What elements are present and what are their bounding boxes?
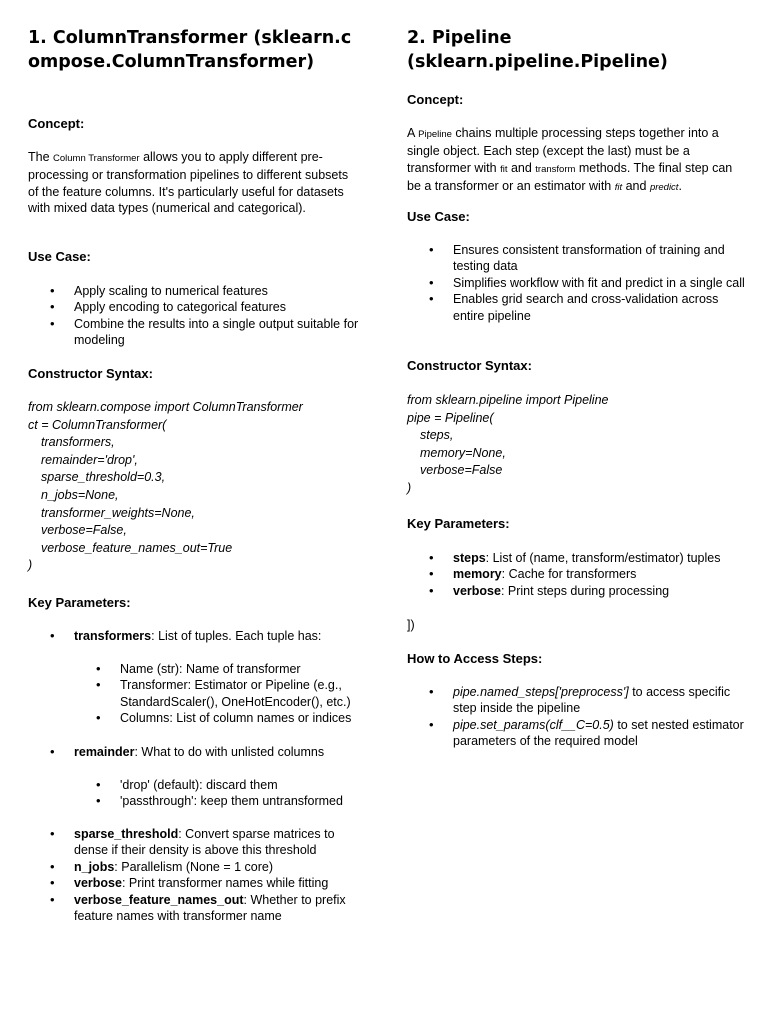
list-item: • remainder: What to do with unlisted columns [28,744,363,760]
ct-other-params [28,826,363,924]
code-line: verbose=False [420,463,503,478]
list-item: • Ensures consistent transformation of training and testing data [407,242,747,275]
code-line: ) [407,480,412,495]
pipe-use-case-list [407,242,747,324]
code-line: from sklearn.pipeline import Pipeline [407,393,609,407]
pipe-access-label: How to Access Steps: [407,651,543,666]
ct-param-remainder [28,744,363,760]
pipe-params-list [407,550,747,599]
code-line: verbose_feature_names_out=True [41,540,233,555]
ct-use-case-list [28,283,363,349]
list-item: • Simplifies workflow with fit and predict in a single call [407,275,747,291]
pipe-syntax-code [407,392,747,498]
list-item: • sparse_threshold: Convert sparse matrices to dense if their density is above this threshold [28,826,363,859]
list-item: • n_jobs: Parallelism (None = 1 core) [28,859,363,875]
list-item: • Combine the results into a single output suitable for modeling [28,316,363,349]
pipe-access-list [407,684,747,750]
list-item: • Columns: List of column names or indices [28,710,363,726]
list-item: • verbose_feature_names_out: Whether to prefix feature names with transformer name [28,892,363,925]
code-line: sparse_threshold=0.3, [41,470,166,485]
list-item: • pipe.named_steps['preprocess'] to access specific step inside the pipeline [407,684,747,717]
ct-syntax-code [28,399,363,575]
ct-remainder-sublist [28,777,363,810]
list-item: • Apply encoding to categorical features [28,299,363,315]
list-item: • Transformer: Estimator or Pipeline (e.g., StandardScaler(), OneHotEncoder(), etc.) [28,677,363,710]
list-item: • Apply scaling to numerical features [28,283,363,299]
list-item: • pipe.set_params(clf__C=0.5) to set nested estimator parameters of the required model [407,717,747,750]
stray-bracket-text: ]) [407,618,415,632]
code-line: steps, [420,428,454,443]
list-item: • transformers: List of tuples. Each tuple has: [28,628,363,644]
ct-concept-label: Concept: [28,116,85,131]
list-item: • verbose: Print steps during processing [407,583,747,599]
code-line: transformer_weights=None, [41,505,195,520]
ct-params-label: Key Parameters: [28,595,131,610]
pipe-concept-text: A Pipeline chains multiple processing steps together into a single object. Each step (except the last) must be a transformer with fit and transform methods. The final step can be a transformer or an estimator with fit and predict. [407,126,733,194]
list-item: • Enables grid search and cross-validation across entire pipeline [407,291,747,324]
ct-inline-code: Column Transformer [53,153,140,164]
list-item: • steps: List of (name, transform/estimator) tuples [407,550,747,566]
pipeline-title: 2. Pipeline (sklearn.pipeline.Pipeline) [407,28,668,72]
list-item: • 'drop' (default): discard them [28,777,363,793]
code-line: remainder='drop', [41,452,138,467]
pipe-syntax-label: Constructor Syntax: [407,358,532,373]
pipe-params-label: Key Parameters: [407,516,510,531]
code-line: ) [28,558,33,573]
list-item: • memory: Cache for transformers [407,566,747,582]
ct-transformers-sublist [28,661,363,727]
list-item: • Name (str): Name of transformer [28,661,363,677]
code-line: pipe = Pipeline( [407,410,494,425]
pipe-concept-label: Concept: [407,92,464,107]
column-transformer-title: 1. ColumnTransformer (sklearn.compose.ColumnTransformer) [28,28,352,72]
code-line: ct = ColumnTransformer( [28,417,167,432]
pipe-use-case-label: Use Case: [407,209,470,224]
ct-syntax-label: Constructor Syntax: [28,366,153,381]
ct-param-transformers [28,628,363,644]
list-item: • verbose: Print transformer names while fitting [28,875,363,891]
code-line: memory=None, [420,445,506,460]
code-line: transformers, [41,435,115,450]
list-item: • 'passthrough': keep them untransformed [28,793,363,809]
ct-concept-text: The Column Transformer allows you to apply different pre-processing or transformation pipelines to different subsets of the feature columns. It's particularly useful for datasets with mixed data types (numerical and categorical). [28,150,349,216]
ct-use-case-label: Use Case: [28,249,91,264]
code-line: n_jobs=None, [41,487,119,502]
code-line: verbose=False, [41,523,127,538]
code-line: from sklearn.compose import ColumnTransformer [28,400,303,414]
